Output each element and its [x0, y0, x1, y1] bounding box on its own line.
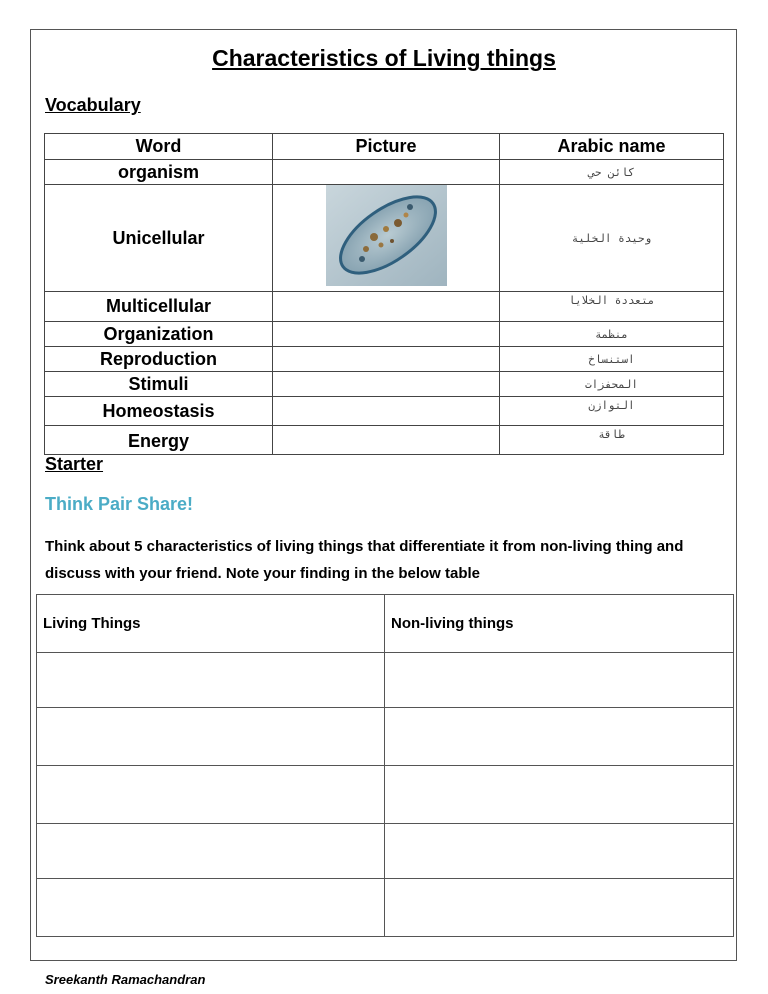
table-row	[45, 322, 724, 347]
think-pair-share-heading: Think Pair Share!	[45, 494, 194, 514]
arabic-cell: متعددة الخلايا	[500, 292, 724, 322]
picture-cell	[273, 322, 500, 347]
picture-cell	[273, 372, 500, 397]
living-cell	[37, 824, 385, 879]
header-non-living-things: Non-living things	[385, 595, 734, 653]
table-row	[37, 766, 734, 824]
arabic-cell: التوازن	[500, 397, 724, 426]
arabic-cell: المحفزات	[500, 372, 724, 397]
table-row	[45, 426, 724, 455]
word-cell: Multicellular	[45, 292, 273, 322]
table-row	[45, 292, 724, 322]
word-cell: Stimuli	[45, 372, 273, 397]
word-cell: Organization	[45, 322, 273, 347]
vocab-header-row	[45, 134, 724, 160]
arabic-cell: كائن حي	[500, 160, 724, 185]
table-row	[45, 160, 724, 185]
living-cell	[37, 766, 385, 824]
picture-cell	[273, 292, 500, 322]
author-footer: Sreekanth Ramachandran	[45, 972, 206, 987]
picture-cell	[273, 160, 500, 185]
table-row	[45, 372, 724, 397]
picture-cell	[273, 397, 500, 426]
non-living-cell	[385, 766, 734, 824]
non-living-cell	[385, 879, 734, 937]
table-row	[37, 824, 734, 879]
header-picture: Picture	[273, 134, 500, 160]
table-row	[45, 397, 724, 426]
arabic-cell: منظمة	[500, 322, 724, 347]
arabic-cell: وحيدة الخلية	[500, 185, 724, 292]
table-row	[37, 879, 734, 937]
paramecium-image	[326, 185, 447, 286]
instruction-text: Think about 5 characteristics of living things that differentiate it from non-living thing and discuss with your friend. Note your finding in the below table	[45, 538, 684, 582]
vocabulary-table	[44, 133, 724, 455]
living-things-table	[36, 594, 734, 937]
living-cell	[37, 708, 385, 766]
word-cell: Reproduction	[45, 347, 273, 372]
header-living-things: Living Things	[37, 595, 385, 653]
table-row	[45, 347, 724, 372]
word-cell: Unicellular	[45, 185, 273, 292]
picture-cell	[273, 185, 500, 292]
picture-cell	[273, 347, 500, 372]
living-header-row	[37, 595, 734, 653]
page-title: Characteristics of Living things	[212, 45, 556, 71]
non-living-cell	[385, 653, 734, 708]
vocabulary-heading: Vocabulary	[45, 95, 141, 115]
header-word: Word	[45, 134, 273, 160]
picture-cell	[273, 426, 500, 455]
table-row	[37, 653, 734, 708]
starter-heading: Starter	[45, 454, 104, 474]
arabic-cell: طاقة	[500, 426, 724, 455]
header-arabic: Arabic name	[500, 134, 724, 160]
word-cell: Homeostasis	[45, 397, 273, 426]
table-row	[37, 708, 734, 766]
table-row	[45, 185, 724, 292]
word-cell: organism	[45, 160, 273, 185]
living-cell	[37, 653, 385, 708]
non-living-cell	[385, 824, 734, 879]
arabic-cell: استنساخ	[500, 347, 724, 372]
word-cell: Energy	[45, 426, 273, 455]
non-living-cell	[385, 708, 734, 766]
living-cell	[37, 879, 385, 937]
